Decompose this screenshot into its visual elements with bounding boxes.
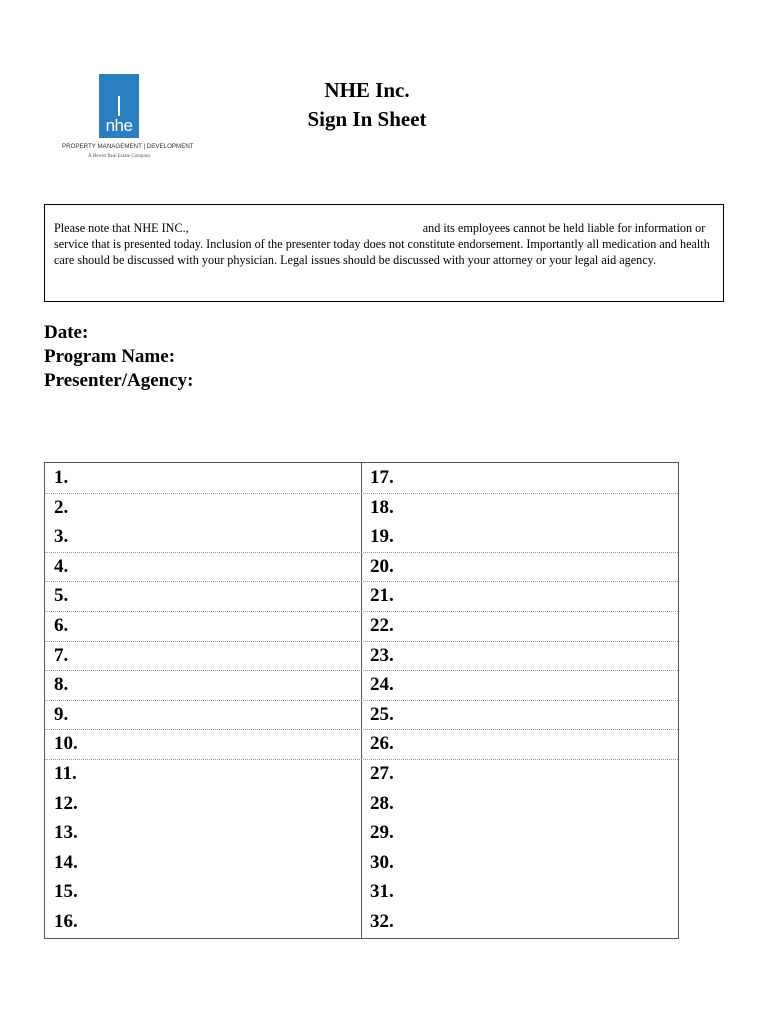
sign-in-line[interactable]: 31.	[370, 881, 394, 903]
sign-in-line[interactable]: 27.	[370, 763, 394, 784]
table-row	[45, 700, 678, 731]
sign-in-line[interactable]: 9.	[54, 703, 69, 725]
table-row	[45, 848, 678, 878]
sign-in-line[interactable]: 12.	[54, 792, 78, 814]
sign-in-line[interactable]: 23.	[370, 644, 394, 666]
sign-in-line[interactable]: 1.	[54, 467, 69, 488]
sign-in-line[interactable]: 5.	[54, 585, 69, 607]
sign-in-line[interactable]: 17.	[370, 467, 394, 488]
sign-in-line[interactable]: 6.	[54, 615, 69, 636]
table-row	[45, 611, 678, 642]
sign-in-line[interactable]: 28.	[370, 792, 394, 814]
program-fields	[44, 321, 193, 393]
sign-in-line[interactable]: 18.	[370, 496, 394, 518]
sign-in-line[interactable]: 8.	[54, 674, 69, 696]
disclaimer-box	[44, 204, 724, 302]
sign-in-line[interactable]: 4.	[54, 555, 69, 577]
table-row	[45, 552, 678, 583]
sign-in-table	[44, 462, 679, 939]
table-row	[45, 877, 678, 907]
table-row	[45, 581, 678, 612]
sign-in-line[interactable]: 16.	[54, 911, 78, 932]
logo-word: nhe	[105, 116, 133, 135]
program-name-label: Program Name:	[44, 346, 176, 367]
sign-in-line[interactable]: 14.	[54, 851, 78, 873]
logo-tagline: PROPERTY MANAGEMENT | DEVELOPMENT	[62, 143, 194, 150]
sign-in-line[interactable]: 19.	[370, 526, 394, 548]
disclaimer-part-2: and its employees cannot be held liable for information or service that is presented today. Inclusion of the presenter today does not constitute endorsement. Importantly all medication and health care should be discussed with your physician. Legal issues should be discussed with your attorney or your legal aid agency.	[54, 221, 710, 267]
sign-in-line[interactable]: 10.	[54, 733, 78, 755]
table-row	[45, 493, 678, 523]
table-row	[45, 463, 678, 494]
sign-in-line[interactable]: 13.	[54, 822, 78, 844]
date-label: Date:	[44, 322, 89, 343]
table-row	[45, 818, 678, 848]
presenter-agency-label: Presenter/Agency:	[44, 370, 194, 391]
sign-in-line[interactable]: 21.	[370, 585, 394, 607]
sign-in-line[interactable]: 3.	[54, 526, 69, 548]
table-row	[45, 759, 678, 789]
page-title	[0, 76, 734, 134]
table-row	[45, 907, 678, 937]
sign-in-line[interactable]: 25.	[370, 703, 394, 725]
table-row	[45, 670, 678, 701]
sheet-title: Sign In Sheet	[307, 107, 427, 131]
sign-in-line[interactable]: 32.	[370, 911, 394, 932]
sign-in-line[interactable]: 24.	[370, 674, 394, 696]
sign-in-line[interactable]: 7.	[54, 644, 69, 666]
sign-in-line[interactable]: 26.	[370, 733, 394, 755]
sign-in-line[interactable]: 2.	[54, 496, 69, 518]
table-row	[45, 522, 678, 553]
table-row	[45, 641, 678, 672]
disclaimer-part-1: Please note that NHE INC.,	[54, 221, 189, 235]
table-row	[45, 729, 678, 760]
sign-in-line[interactable]: 22.	[370, 615, 394, 636]
company-name: NHE Inc.	[324, 78, 410, 102]
sign-in-line[interactable]: 11.	[54, 763, 77, 784]
logo-subtitle: A Hewitt Real Estate Company	[88, 154, 151, 159]
sign-in-line[interactable]: 30.	[370, 851, 394, 873]
sign-in-line[interactable]: 29.	[370, 822, 394, 844]
sign-in-line[interactable]: 15.	[54, 881, 78, 903]
table-row	[45, 789, 678, 819]
sign-in-line[interactable]: 20.	[370, 555, 394, 577]
